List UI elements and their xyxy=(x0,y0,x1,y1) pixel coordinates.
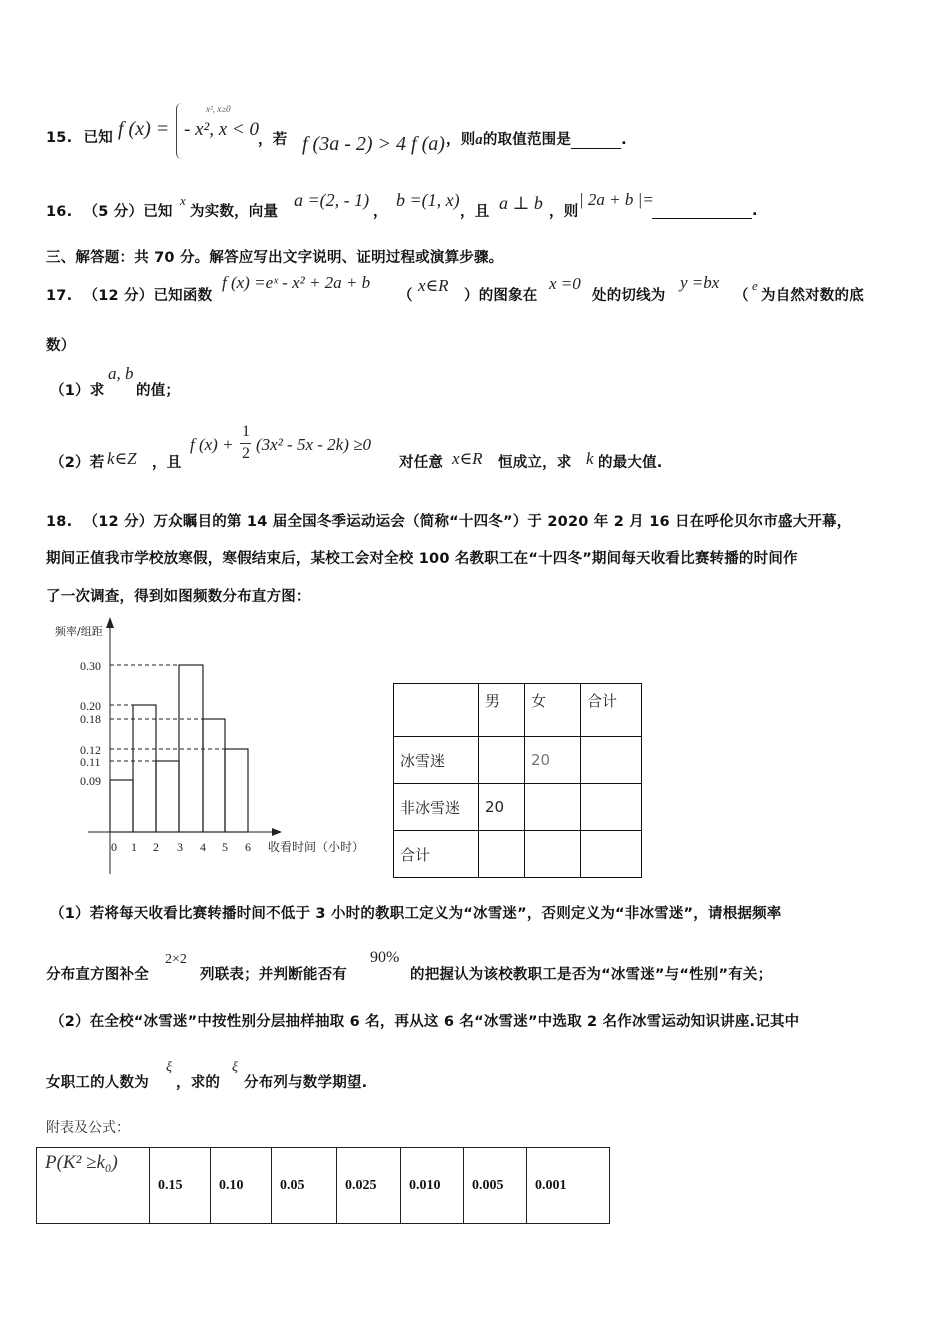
x-axis-title: 收看时间（小时） xyxy=(268,840,365,854)
question-18-line-3: 了一次调查，得到如图频数分布直方图： xyxy=(46,589,311,605)
q17-part2-cond: k∈Z xyxy=(107,449,137,468)
q16-text-3: ，且 xyxy=(460,204,490,220)
table-cell[interactable] xyxy=(479,737,525,784)
q15-inequality: f (3a - 2) > 4 f (a) xyxy=(302,133,445,155)
y-tick: 0.12 xyxy=(80,743,101,757)
row-label: 合计 xyxy=(394,831,479,878)
q17-part2-text-4: 的最大值. xyxy=(598,455,663,471)
table-cell: 20 xyxy=(479,784,525,831)
question-18-line-2: 期间正值我市学校放寒假，寒假结束后，某校工会对全校 100 名教职工在“十四冬”期间每天收看比赛转播的时间作 xyxy=(46,551,798,567)
contingency-table xyxy=(393,683,642,878)
q18-dimension: 2×2 xyxy=(165,952,187,967)
q18-percentage: 90% xyxy=(370,949,400,966)
q17-domain: x∈R xyxy=(418,276,449,295)
table-header-female: 女 xyxy=(525,684,581,737)
q17-e: e xyxy=(752,278,758,293)
q18-xi: ξ xyxy=(166,1060,172,1075)
x-tick: 2 xyxy=(153,840,159,854)
q16-text-2: 为实数，向量 xyxy=(190,204,279,220)
question-18-line-1: 18. （12 分）万众瞩目的第 14 届全国冬季运动运会（简称“十四冬”）于 2020 年 2 月 16 日在呼伦贝尔市盛大开幕， xyxy=(46,514,852,530)
table-header-row xyxy=(394,684,642,737)
q17-part2-k: k xyxy=(586,449,594,468)
row-label: 非冰雪迷 xyxy=(394,784,479,831)
q18-part1-line-2a: 分布直方图补全 xyxy=(46,967,149,983)
bar-1-2 xyxy=(133,705,156,832)
x-tick: 4 xyxy=(200,840,206,854)
q17-part1-suffix: 的值； xyxy=(136,383,181,399)
row-label: 冰雪迷 xyxy=(394,737,479,784)
table-cell[interactable] xyxy=(581,831,642,878)
q17-part1-vars: a, b xyxy=(108,364,134,383)
q15-case-2: - x², x < 0 xyxy=(184,119,259,140)
q17-text-4: 处的切线为 xyxy=(592,288,666,304)
q17-part2-text-1: ，且 xyxy=(152,455,182,471)
q16-expression: | 2a + b |= xyxy=(579,190,654,209)
y-axis-title: 频率/组距 xyxy=(55,625,103,638)
k-table-cell: 0.10 xyxy=(211,1148,272,1224)
table-row xyxy=(37,1148,610,1224)
q17-tangent: y =bx xyxy=(680,273,720,292)
q16-x: x xyxy=(180,193,186,208)
x-tick: 0 xyxy=(111,840,117,854)
y-tick: 0.30 xyxy=(80,659,101,673)
q17-text-2: （ xyxy=(398,288,413,304)
question-15 xyxy=(46,126,113,147)
q16-vector-a: a =(2, - 1) xyxy=(294,190,370,210)
q16-perpendicular: a ⊥ b xyxy=(499,193,543,213)
q17-part2-expr-right: (3x² - 5x - 2k) ≥0 xyxy=(256,435,371,454)
bar-5-6 xyxy=(225,749,248,832)
q15-suffix: ，则a的取值范围是 . xyxy=(446,132,627,148)
q18-xi-2: ξ xyxy=(232,1060,238,1075)
bar-4-5 xyxy=(203,719,225,832)
table-header-male: 男 xyxy=(479,684,525,737)
q16-vector-b: b =(1, x) xyxy=(396,190,460,210)
q16-text-4: ，则 xyxy=(549,204,579,220)
piecewise-brace xyxy=(176,103,183,159)
q17-part2-text-2: 对任意 xyxy=(399,455,444,471)
question-17: 17. （12 分）已知函数 xyxy=(46,288,213,304)
table-row xyxy=(394,737,642,784)
table-cell[interactable] xyxy=(525,831,581,878)
q17-part2-frac-den: 2 xyxy=(242,445,250,462)
q17-text-5: （ xyxy=(734,288,749,304)
appendix-label: 附表及公式： xyxy=(46,1120,130,1136)
q16-answer-blank[interactable]: . xyxy=(652,200,758,219)
q17-text-6: 为自然对数的底 xyxy=(761,288,864,304)
q18-part1-line-2b: 列联表；并判断能否有 xyxy=(200,967,347,983)
k-table-cell: 0.025 xyxy=(337,1148,401,1224)
q17-part2-domain: x∈R xyxy=(452,449,483,468)
q18-part2-line-1: （2）在全校“冰雪迷”中按性别分层抽样抽取 6 名，再从这 6 名“冰雪迷”中选取 2 名作冰雪运动知识讲座.记其中 xyxy=(50,1014,800,1030)
y-tick: 0.18 xyxy=(80,712,101,726)
x-tick: 6 xyxy=(245,840,251,854)
q17-function: f (x) =eˣ - x² + 2a + b xyxy=(222,273,371,292)
x-tick: 1 xyxy=(131,840,137,854)
y-axis-arrow-icon xyxy=(106,617,114,628)
table-cell: 20 xyxy=(525,737,581,784)
k-squared-table xyxy=(36,1147,610,1224)
q18-part1-line-1: （1）若将每天收看比赛转播时间不低于 3 小时的教职工定义为“冰雪迷”，否则定义为“非冰雪迷”，请根据频率 xyxy=(50,906,782,922)
x-axis-arrow-icon xyxy=(272,828,282,836)
q17-part2-frac-num: 1 xyxy=(242,423,250,440)
k-table-head: P(K² ≥k₀) xyxy=(37,1148,150,1224)
table-cell[interactable] xyxy=(525,784,581,831)
q17-part2-text-3: 恒成立，求 xyxy=(498,455,572,471)
table-cell[interactable] xyxy=(581,737,642,784)
fraction-bar xyxy=(240,443,251,444)
q15-mid-text: ，若 xyxy=(258,132,288,148)
q15-answer-blank[interactable] xyxy=(571,148,621,149)
y-tick: 0.11 xyxy=(80,755,101,769)
question-16: 16. （5 分）已知 xyxy=(46,204,173,220)
bar-0-1 xyxy=(110,780,133,832)
k-table-cell: 0.005 xyxy=(464,1148,527,1224)
k-table-cell: 0.15 xyxy=(150,1148,211,1224)
k-table-cell: 0.010 xyxy=(401,1148,464,1224)
q17-point: x =0 xyxy=(549,274,581,293)
q15-case-1: x², x≥0 xyxy=(206,104,231,114)
q17-text-3: ）的图象在 xyxy=(464,288,538,304)
table-cell[interactable] xyxy=(581,784,642,831)
q17-part-2: （2）若 xyxy=(50,455,105,471)
q15-prefix: 已知 xyxy=(83,130,113,146)
x-tick: 3 xyxy=(177,840,183,854)
frequency-histogram xyxy=(40,615,380,877)
q15-number: 15. xyxy=(46,130,73,146)
q17-part2-expr-left: f (x) + xyxy=(190,435,234,454)
x-tick: 5 xyxy=(222,840,228,854)
q18-part2-line-2b: ，求的 xyxy=(176,1075,221,1091)
q18-part1-line-2c: 的把握认为该校教职工是否为“冰雪迷”与“性别”有关； xyxy=(410,967,773,983)
y-tick: 0.20 xyxy=(80,699,101,713)
y-tick: 0.09 xyxy=(80,774,101,788)
bar-2-3 xyxy=(156,761,179,832)
q17-part-1: （1）求 xyxy=(50,383,105,399)
table-cell[interactable] xyxy=(479,831,525,878)
q17-line-2: 数） xyxy=(46,338,76,354)
q15-function-name: f (x) = xyxy=(118,118,170,140)
q18-part2-line-2c: 分布列与数学期望. xyxy=(244,1075,368,1091)
k-table-cell: 0.05 xyxy=(272,1148,337,1224)
k-table-cell: 0.001 xyxy=(527,1148,610,1224)
table-row xyxy=(394,831,642,878)
q16-comma: ， xyxy=(373,204,388,220)
section-3-title: 三、解答题：共 70 分。解答应写出文字说明、证明过程或演算步骤。 xyxy=(46,250,504,266)
table-row xyxy=(394,784,642,831)
q18-part2-line-2a: 女职工的人数为 xyxy=(46,1075,149,1091)
table-header-total: 合计 xyxy=(581,684,642,737)
table-cell xyxy=(394,684,479,737)
